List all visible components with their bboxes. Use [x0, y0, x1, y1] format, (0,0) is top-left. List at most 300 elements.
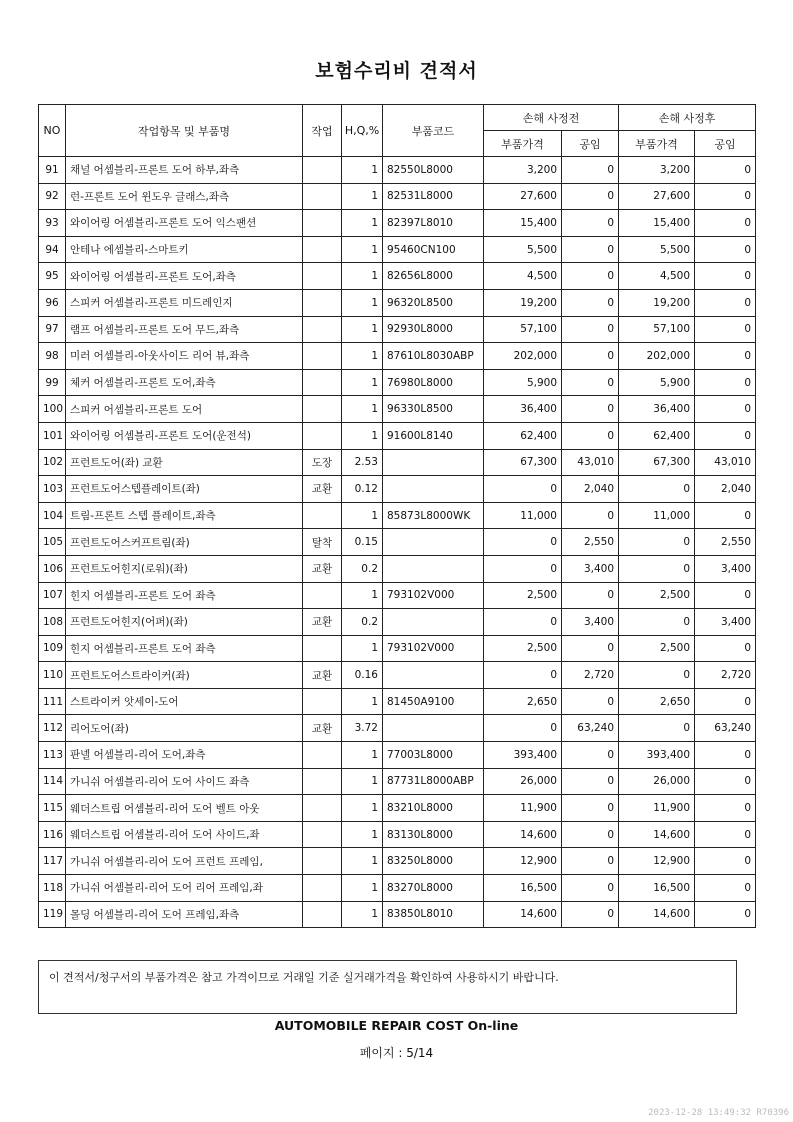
row-item-name: 웨더스트립 어셈블리-리어 도어 벨트 아웃	[66, 795, 303, 822]
table-row	[39, 821, 756, 848]
row-item-name: 안테나 에셈블리-스마트키	[66, 236, 303, 263]
row-before-labor: 2,040	[562, 476, 619, 503]
row-hq: 0.2	[342, 609, 383, 636]
row-item-name: 가니쉬 어셈블리-리어 도어 프런트 프레임,	[66, 848, 303, 875]
row-work	[303, 183, 342, 210]
row-item-name: 힌지 어셈블리-프론트 도어 좌측	[66, 582, 303, 609]
row-before-labor: 3,400	[562, 609, 619, 636]
row-hq: 1	[342, 635, 383, 662]
row-after-labor: 3,400	[695, 555, 756, 582]
row-hq: 1	[342, 768, 383, 795]
table-row	[39, 316, 756, 343]
row-part-code: 91600L8140	[383, 422, 484, 449]
row-no: 95	[39, 263, 66, 290]
row-after-part-price: 12,900	[619, 848, 695, 875]
row-after-part-price: 62,400	[619, 422, 695, 449]
row-item-name: 프런트도어힌지(로워)(좌)	[66, 555, 303, 582]
row-after-labor: 0	[695, 183, 756, 210]
row-part-code: 82397L8010	[383, 210, 484, 237]
row-after-labor: 2,550	[695, 529, 756, 556]
row-item-name: 체커 어셈블리-프론트 도어,좌측	[66, 369, 303, 396]
row-hq: 1	[342, 289, 383, 316]
print-timestamp: 2023-12-28 13:49:32 R70396	[648, 1108, 789, 1118]
row-after-part-price: 11,900	[619, 795, 695, 822]
table-row	[39, 529, 756, 556]
row-no: 98	[39, 343, 66, 370]
row-hq: 1	[342, 901, 383, 928]
row-no: 118	[39, 875, 66, 902]
row-before-part-price: 0	[484, 555, 562, 582]
table-row	[39, 662, 756, 689]
row-part-code: 95460CN100	[383, 236, 484, 263]
header-after-assessment: 손해 사정후	[619, 105, 756, 131]
row-no: 93	[39, 210, 66, 237]
row-after-part-price: 2,500	[619, 635, 695, 662]
row-work	[303, 688, 342, 715]
row-before-part-price: 0	[484, 529, 562, 556]
table-row	[39, 343, 756, 370]
row-work	[303, 742, 342, 769]
row-no: 105	[39, 529, 66, 556]
row-part-code	[383, 449, 484, 476]
row-before-labor: 0	[562, 821, 619, 848]
row-work	[303, 157, 342, 184]
row-work	[303, 316, 342, 343]
row-before-part-price: 393,400	[484, 742, 562, 769]
row-work: 교환	[303, 715, 342, 742]
row-before-labor: 0	[562, 502, 619, 529]
row-after-labor: 63,240	[695, 715, 756, 742]
header-part-code: 부품코드	[383, 105, 484, 157]
row-hq: 1	[342, 369, 383, 396]
row-before-labor: 0	[562, 343, 619, 370]
row-after-labor: 0	[695, 848, 756, 875]
row-item-name: 프런트도어힌지(어퍼)(좌)	[66, 609, 303, 636]
row-before-labor: 0	[562, 369, 619, 396]
row-before-part-price: 0	[484, 609, 562, 636]
header-before-assessment: 손해 사정전	[484, 105, 619, 131]
row-part-code	[383, 609, 484, 636]
row-before-labor: 3,400	[562, 555, 619, 582]
row-before-part-price: 2,650	[484, 688, 562, 715]
row-before-labor: 43,010	[562, 449, 619, 476]
row-item-name: 리어도어(좌)	[66, 715, 303, 742]
row-before-labor: 0	[562, 875, 619, 902]
row-item-name: 가니쉬 어셈블리-리어 도어 리어 프레임,좌	[66, 875, 303, 902]
row-part-code: 793102V000	[383, 635, 484, 662]
row-after-labor: 43,010	[695, 449, 756, 476]
row-before-part-price: 57,100	[484, 316, 562, 343]
row-work	[303, 289, 342, 316]
row-before-labor: 0	[562, 157, 619, 184]
row-after-labor: 0	[695, 289, 756, 316]
row-after-labor: 0	[695, 157, 756, 184]
row-item-name: 판넬 어셈블리-리어 도어,좌측	[66, 742, 303, 769]
row-work	[303, 795, 342, 822]
table-row	[39, 555, 756, 582]
page-number: 페이지 : 5/14	[359, 1046, 434, 1060]
table-row	[39, 236, 756, 263]
row-hq: 0.15	[342, 529, 383, 556]
row-item-name: 와이어링 어셈블리-프론트 도어(운전석)	[66, 422, 303, 449]
row-no: 91	[39, 157, 66, 184]
row-after-part-price: 393,400	[619, 742, 695, 769]
row-no: 107	[39, 582, 66, 609]
row-after-labor: 0	[695, 422, 756, 449]
row-item-name: 스피커 어셈블리-프론트 미드레인지	[66, 289, 303, 316]
row-before-part-price: 26,000	[484, 768, 562, 795]
row-before-part-price: 4,500	[484, 263, 562, 290]
row-item-name: 웨더스트립 어셈블리-리어 도어 사이드,좌	[66, 821, 303, 848]
row-part-code	[383, 555, 484, 582]
table-row	[39, 795, 756, 822]
row-item-name: 프런트도어(좌) 교환	[66, 449, 303, 476]
row-hq: 1	[342, 210, 383, 237]
row-before-part-price: 11,900	[484, 795, 562, 822]
row-after-part-price: 67,300	[619, 449, 695, 476]
row-before-part-price: 14,600	[484, 901, 562, 928]
row-before-part-price: 19,200	[484, 289, 562, 316]
row-hq: 1	[342, 236, 383, 263]
row-part-code: 83850L8010	[383, 901, 484, 928]
row-after-part-price: 5,900	[619, 369, 695, 396]
row-no: 103	[39, 476, 66, 503]
row-work: 교환	[303, 609, 342, 636]
row-no: 102	[39, 449, 66, 476]
row-after-labor: 0	[695, 742, 756, 769]
row-after-part-price: 3,200	[619, 157, 695, 184]
row-no: 117	[39, 848, 66, 875]
row-part-code	[383, 476, 484, 503]
row-no: 96	[39, 289, 66, 316]
row-hq: 0.12	[342, 476, 383, 503]
row-no: 116	[39, 821, 66, 848]
row-before-part-price: 5,500	[484, 236, 562, 263]
row-part-code: 83270L8000	[383, 875, 484, 902]
header-before-labor: 공임	[562, 131, 619, 157]
row-part-code	[383, 715, 484, 742]
row-hq: 1	[342, 875, 383, 902]
row-hq: 1	[342, 183, 383, 210]
table-row	[39, 688, 756, 715]
row-no: 115	[39, 795, 66, 822]
row-item-name: 런-프론트 도어 윈도우 글래스,좌측	[66, 183, 303, 210]
row-after-part-price: 26,000	[619, 768, 695, 795]
row-work	[303, 396, 342, 423]
row-after-labor: 0	[695, 768, 756, 795]
row-before-labor: 0	[562, 422, 619, 449]
row-item-name: 가니쉬 어셈블리-리어 도어 사이드 좌측	[66, 768, 303, 795]
row-hq: 0.2	[342, 555, 383, 582]
row-before-labor: 0	[562, 848, 619, 875]
row-work	[303, 848, 342, 875]
row-after-labor: 0	[695, 795, 756, 822]
row-hq: 1	[342, 263, 383, 290]
row-after-part-price: 16,500	[619, 875, 695, 902]
row-after-labor: 0	[695, 875, 756, 902]
row-no: 109	[39, 635, 66, 662]
row-part-code: 87610L8030ABP	[383, 343, 484, 370]
row-part-code	[383, 662, 484, 689]
row-item-name: 프런트도어스커프트림(좌)	[66, 529, 303, 556]
row-after-part-price: 19,200	[619, 289, 695, 316]
row-after-part-price: 5,500	[619, 236, 695, 263]
row-before-part-price: 0	[484, 662, 562, 689]
document-title: 보험수리비 견적서	[315, 60, 478, 82]
row-after-part-price: 2,500	[619, 582, 695, 609]
row-no: 104	[39, 502, 66, 529]
row-hq: 1	[342, 316, 383, 343]
row-hq: 1	[342, 396, 383, 423]
row-after-part-price: 0	[619, 715, 695, 742]
table-row	[39, 742, 756, 769]
row-before-part-price: 12,900	[484, 848, 562, 875]
table-row	[39, 210, 756, 237]
header-before-part-price: 부품가격	[484, 131, 562, 157]
row-part-code: 83250L8000	[383, 848, 484, 875]
header-item-name: 작업항목 및 부품명	[66, 105, 303, 157]
row-before-labor: 0	[562, 316, 619, 343]
row-after-labor: 0	[695, 582, 756, 609]
row-hq: 3.72	[342, 715, 383, 742]
row-item-name: 힌지 어셈블리-프론트 도어 좌측	[66, 635, 303, 662]
table-row	[39, 263, 756, 290]
row-before-part-price: 202,000	[484, 343, 562, 370]
table-row	[39, 396, 756, 423]
row-hq: 1	[342, 343, 383, 370]
row-part-code: 76980L8000	[383, 369, 484, 396]
table-row	[39, 157, 756, 184]
row-no: 119	[39, 901, 66, 928]
row-work	[303, 422, 342, 449]
row-hq: 1	[342, 795, 383, 822]
row-work	[303, 875, 342, 902]
row-after-part-price: 0	[619, 555, 695, 582]
row-part-code: 82656L8000	[383, 263, 484, 290]
row-before-labor: 2,720	[562, 662, 619, 689]
row-no: 110	[39, 662, 66, 689]
row-no: 114	[39, 768, 66, 795]
header-no: NO	[39, 105, 66, 157]
footer-brand: AUTOMOBILE REPAIR COST On-line	[274, 1018, 519, 1033]
row-item-name: 프런트도어스텝플레이트(좌)	[66, 476, 303, 503]
estimate-table	[38, 104, 756, 928]
row-before-labor: 0	[562, 396, 619, 423]
row-work	[303, 768, 342, 795]
row-before-part-price: 16,500	[484, 875, 562, 902]
row-before-part-price: 27,600	[484, 183, 562, 210]
row-hq: 1	[342, 742, 383, 769]
table-row	[39, 875, 756, 902]
price-notice: 이 견적서/청구서의 부품가격은 참고 가격이므로 거래일 기준 실거래가격을 확인하여 사용하시기 바랍니다.	[38, 960, 737, 1014]
row-work	[303, 236, 342, 263]
row-after-labor: 2,040	[695, 476, 756, 503]
row-part-code: 83210L8000	[383, 795, 484, 822]
row-after-labor: 0	[695, 635, 756, 662]
row-after-part-price: 57,100	[619, 316, 695, 343]
table-row	[39, 502, 756, 529]
row-no: 108	[39, 609, 66, 636]
row-hq: 1	[342, 848, 383, 875]
row-before-labor: 63,240	[562, 715, 619, 742]
row-item-name: 프런트도어스트라이커(좌)	[66, 662, 303, 689]
row-item-name: 미러 어셈블리-아웃사이드 리어 뷰,좌측	[66, 343, 303, 370]
row-work: 교환	[303, 662, 342, 689]
row-before-part-price: 2,500	[484, 635, 562, 662]
row-before-labor: 0	[562, 635, 619, 662]
row-after-labor: 0	[695, 343, 756, 370]
row-item-name: 와이어링 어셈블리-프론트 도어,좌측	[66, 263, 303, 290]
header-after-part-price: 부품가격	[619, 131, 695, 157]
row-after-part-price: 2,650	[619, 688, 695, 715]
row-after-part-price: 0	[619, 476, 695, 503]
row-hq: 2.53	[342, 449, 383, 476]
row-before-labor: 0	[562, 688, 619, 715]
row-no: 106	[39, 555, 66, 582]
row-after-labor: 0	[695, 396, 756, 423]
row-item-name: 채널 어셈블리-프론트 도어 하부,좌측	[66, 157, 303, 184]
row-before-labor: 0	[562, 795, 619, 822]
row-after-labor: 0	[695, 210, 756, 237]
row-after-labor: 0	[695, 369, 756, 396]
row-work	[303, 502, 342, 529]
row-before-part-price: 2,500	[484, 582, 562, 609]
row-before-labor: 0	[562, 183, 619, 210]
row-before-labor: 0	[562, 901, 619, 928]
row-part-code: 87731L8000ABP	[383, 768, 484, 795]
row-item-name: 스트라이커 앗세이-도어	[66, 688, 303, 715]
table-row	[39, 609, 756, 636]
row-hq: 1	[342, 688, 383, 715]
row-item-name: 스피커 어셈블리-프론트 도어	[66, 396, 303, 423]
row-part-code: 82550L8000	[383, 157, 484, 184]
row-part-code: 96330L8500	[383, 396, 484, 423]
row-before-part-price: 15,400	[484, 210, 562, 237]
row-part-code	[383, 529, 484, 556]
row-before-part-price: 67,300	[484, 449, 562, 476]
table-row	[39, 476, 756, 503]
row-before-labor: 0	[562, 768, 619, 795]
row-hq: 1	[342, 502, 383, 529]
row-before-part-price: 3,200	[484, 157, 562, 184]
row-no: 112	[39, 715, 66, 742]
row-part-code: 96320L8500	[383, 289, 484, 316]
table-row	[39, 848, 756, 875]
row-after-part-price: 14,600	[619, 901, 695, 928]
table-row	[39, 422, 756, 449]
row-after-labor: 3,400	[695, 609, 756, 636]
row-after-part-price: 11,000	[619, 502, 695, 529]
row-no: 92	[39, 183, 66, 210]
header-after-labor: 공임	[695, 131, 756, 157]
row-hq: 1	[342, 157, 383, 184]
row-work: 교환	[303, 476, 342, 503]
row-no: 94	[39, 236, 66, 263]
row-before-part-price: 36,400	[484, 396, 562, 423]
row-after-labor: 0	[695, 688, 756, 715]
table-row	[39, 449, 756, 476]
table-row	[39, 369, 756, 396]
row-no: 101	[39, 422, 66, 449]
row-hq: 1	[342, 422, 383, 449]
row-item-name: 램프 어셈블리-프론트 도어 무드,좌측	[66, 316, 303, 343]
row-no: 100	[39, 396, 66, 423]
row-after-part-price: 202,000	[619, 343, 695, 370]
row-work	[303, 901, 342, 928]
table-row	[39, 582, 756, 609]
row-after-labor: 0	[695, 821, 756, 848]
header-hq: H,Q,%	[342, 105, 383, 157]
row-work	[303, 821, 342, 848]
row-after-part-price: 27,600	[619, 183, 695, 210]
table-row	[39, 183, 756, 210]
row-no: 97	[39, 316, 66, 343]
table-row	[39, 289, 756, 316]
row-part-code: 85873L8000WK	[383, 502, 484, 529]
row-after-labor: 0	[695, 901, 756, 928]
row-after-labor: 2,720	[695, 662, 756, 689]
row-before-labor: 0	[562, 210, 619, 237]
header-work: 작업	[303, 105, 342, 157]
row-no: 111	[39, 688, 66, 715]
row-work: 탈착	[303, 529, 342, 556]
row-part-code: 92930L8000	[383, 316, 484, 343]
row-work	[303, 635, 342, 662]
row-work: 도장	[303, 449, 342, 476]
row-after-part-price: 15,400	[619, 210, 695, 237]
row-item-name: 와이어링 어셈블리-프론트 도어 익스팬션	[66, 210, 303, 237]
row-after-labor: 0	[695, 236, 756, 263]
table-row	[39, 635, 756, 662]
row-before-labor: 0	[562, 236, 619, 263]
row-before-labor: 0	[562, 263, 619, 290]
row-hq: 1	[342, 821, 383, 848]
row-work: 교환	[303, 555, 342, 582]
row-before-part-price: 11,000	[484, 502, 562, 529]
row-before-part-price: 0	[484, 476, 562, 503]
table-row	[39, 715, 756, 742]
row-no: 99	[39, 369, 66, 396]
row-after-part-price: 36,400	[619, 396, 695, 423]
table-row	[39, 901, 756, 928]
row-after-part-price: 4,500	[619, 263, 695, 290]
row-part-code: 793102V000	[383, 582, 484, 609]
row-work	[303, 343, 342, 370]
row-work	[303, 263, 342, 290]
row-work	[303, 582, 342, 609]
row-work	[303, 369, 342, 396]
row-before-labor: 2,550	[562, 529, 619, 556]
row-work	[303, 210, 342, 237]
row-before-part-price: 5,900	[484, 369, 562, 396]
row-after-labor: 0	[695, 316, 756, 343]
row-after-part-price: 14,600	[619, 821, 695, 848]
row-part-code: 83130L8000	[383, 821, 484, 848]
row-part-code: 81450A9100	[383, 688, 484, 715]
row-item-name: 트림-프론트 스텝 플레이트,좌측	[66, 502, 303, 529]
row-no: 113	[39, 742, 66, 769]
row-after-part-price: 0	[619, 609, 695, 636]
table-row	[39, 768, 756, 795]
row-after-part-price: 0	[619, 662, 695, 689]
row-before-labor: 0	[562, 742, 619, 769]
row-part-code: 82531L8000	[383, 183, 484, 210]
row-before-part-price: 14,600	[484, 821, 562, 848]
row-hq: 1	[342, 582, 383, 609]
row-item-name: 몰딩 어셈블리-리어 도어 프레임,좌측	[66, 901, 303, 928]
row-hq: 0.16	[342, 662, 383, 689]
row-after-labor: 0	[695, 502, 756, 529]
